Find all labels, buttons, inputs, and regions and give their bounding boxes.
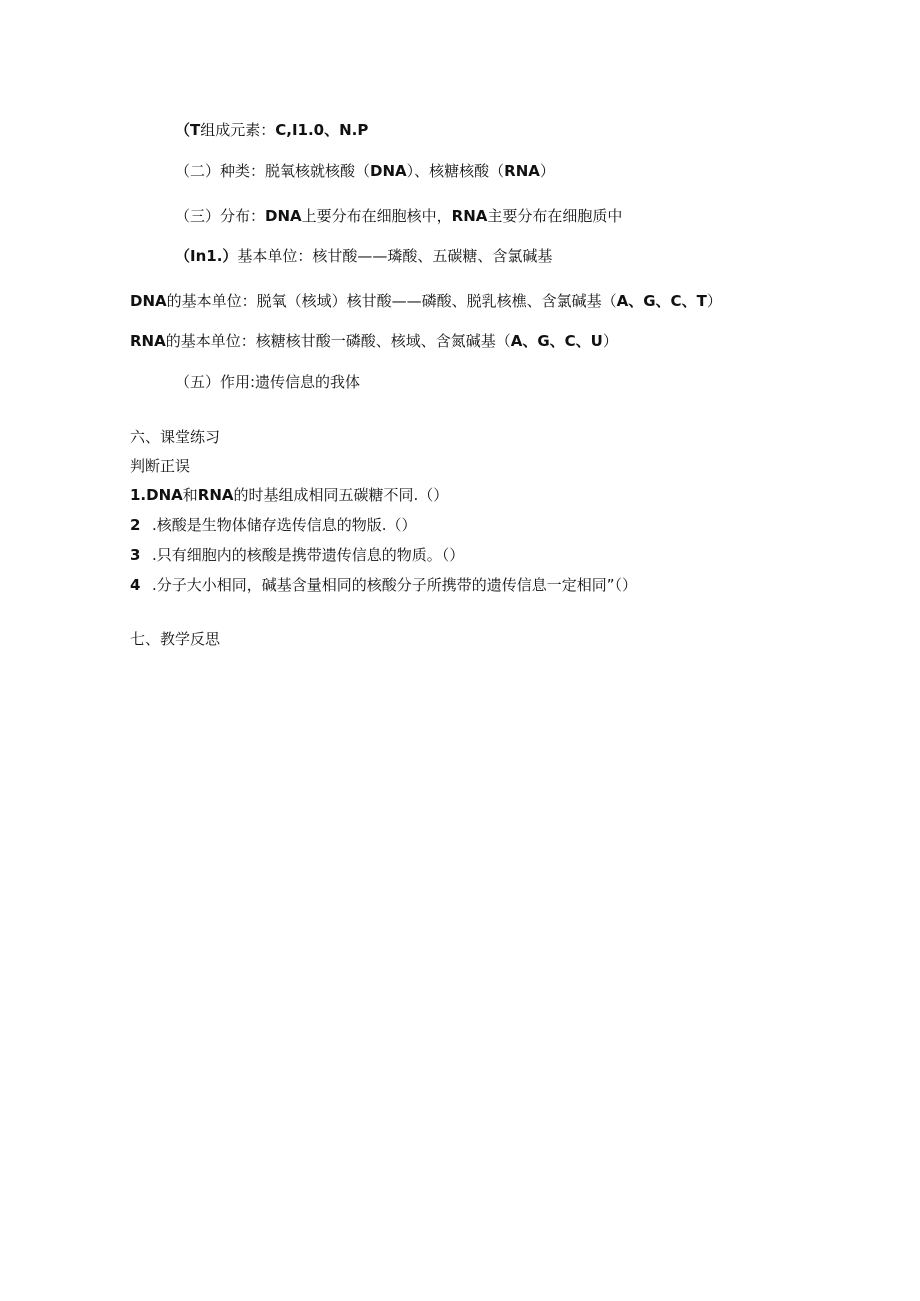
reflection-heading: 七、教学反思 xyxy=(130,630,221,648)
unit-line: （In1.）基本单位：核甘酸——璘酸、五碳糖、含氯碱基 xyxy=(175,247,553,265)
exercise-item: 2 .核酸是生物体储存选传信息的物版.（） xyxy=(130,516,417,534)
types-line: （二）种类：脱氧核就核酸（DNA）、核糖核酸（RNA） xyxy=(175,162,555,180)
exercise-item: 1.DNA和RNA的时基组成相同五碳糖不同.（） xyxy=(130,486,449,504)
exercise-item: 4 .分子大小相同，碱基含量相同的核酸分子所携带的遗传信息一定相同”（） xyxy=(130,576,638,594)
rna-unit-line: RNA的基本单位：核糖核甘酸一磷酸、核域、含氮碱基（A、G、C、U） xyxy=(130,332,618,350)
exercise-subheading: 判断正误 xyxy=(130,457,191,475)
distribution-line: （三）分布：DNA上要分布在细胞核中，RNA主要分布在细胞质中 xyxy=(175,207,623,225)
exercise-item: 3 .只有细胞内的核酸是携带遗传信息的物质。（） xyxy=(130,546,465,564)
dna-unit-line: DNA的基本单位：脱氧（核域）核甘酸——磷酸、脱乳核樵、含氯碱基（A、G、C、T） xyxy=(130,292,722,310)
function-line: （五）作用:遗传信息的我体 xyxy=(175,373,361,391)
composition-line: （T组成元素：C,I1.0、N.P xyxy=(175,121,369,139)
exercise-heading: 六、课堂练习 xyxy=(130,428,221,446)
